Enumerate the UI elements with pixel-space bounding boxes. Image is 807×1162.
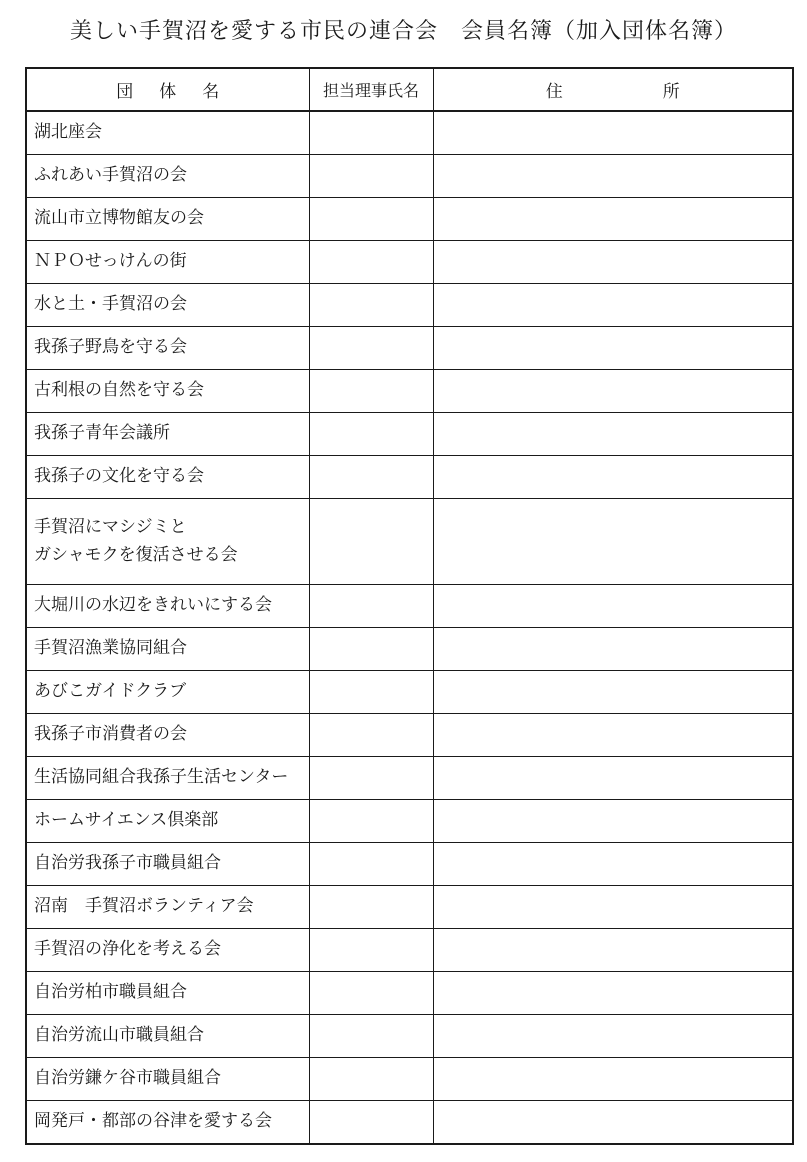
representative-cell <box>309 155 433 198</box>
organization-name: ふれあい手賀沼の会 <box>34 165 187 186</box>
table-row <box>26 241 793 284</box>
address-cell <box>433 413 793 456</box>
organization-name-cell <box>26 757 309 800</box>
organization-name: 手賀沼にマシジミと <box>34 517 187 538</box>
organization-name-cell <box>26 241 309 284</box>
representative-cell <box>309 111 433 155</box>
organization-name-cell <box>26 370 309 413</box>
representative-cell <box>309 972 433 1015</box>
table-row <box>26 111 793 155</box>
table-row <box>26 757 793 800</box>
table-row <box>26 327 793 370</box>
header-address: 住所 <box>433 68 793 111</box>
member-roster-table <box>25 67 794 1145</box>
table-row <box>26 155 793 198</box>
organization-name-cell <box>26 929 309 972</box>
address-cell <box>433 757 793 800</box>
organization-name-cell <box>26 585 309 628</box>
table-row <box>26 413 793 456</box>
representative-cell <box>309 413 433 456</box>
table-row <box>26 499 793 585</box>
address-cell <box>433 241 793 284</box>
organization-name: 生活協同組合我孫子生活センター <box>34 767 289 788</box>
organization-name: 我孫子の文化を守る会 <box>34 466 204 487</box>
table-row <box>26 1015 793 1058</box>
address-cell <box>433 155 793 198</box>
representative-cell <box>309 800 433 843</box>
address-cell <box>433 1101 793 1145</box>
organization-name: 岡発戸・都部の谷津を愛する会 <box>34 1111 272 1132</box>
address-cell <box>433 1058 793 1101</box>
organization-name: 流山市立博物館友の会 <box>34 208 204 229</box>
representative-cell <box>309 1015 433 1058</box>
organization-name: 自治労柏市職員組合 <box>34 982 187 1003</box>
organization-name: 手賀沼漁業協同組合 <box>34 638 187 659</box>
address-cell <box>433 972 793 1015</box>
representative-cell <box>309 843 433 886</box>
table-row <box>26 1058 793 1101</box>
document-title: 美しい手賀沼を愛する市民の連合会 会員名簿（加入団体名簿） <box>69 19 737 44</box>
address-cell <box>433 585 793 628</box>
organization-name: 我孫子野鳥を守る会 <box>34 337 187 358</box>
organization-name-cell <box>26 499 309 585</box>
address-cell <box>433 628 793 671</box>
address-cell <box>433 886 793 929</box>
organization-name: 水と土・手賀沼の会 <box>34 294 187 315</box>
organization-name: あびこガイドクラブ <box>34 681 187 702</box>
table-row <box>26 198 793 241</box>
table-row <box>26 1101 793 1145</box>
organization-name: 古利根の自然を守る会 <box>34 380 204 401</box>
organization-name-cell <box>26 155 309 198</box>
table-row <box>26 628 793 671</box>
table-body <box>26 111 793 1144</box>
organization-name-cell <box>26 1101 309 1145</box>
organization-name: 湖北座会 <box>34 122 102 143</box>
organization-name: 手賀沼の浄化を考える会 <box>34 939 221 960</box>
organization-name-cell <box>26 413 309 456</box>
organization-name-cell <box>26 886 309 929</box>
organization-name: 我孫子青年会議所 <box>34 423 170 444</box>
table-row <box>26 843 793 886</box>
representative-cell <box>309 757 433 800</box>
organization-name: ＮＰＯせっけんの街 <box>34 251 187 272</box>
representative-cell <box>309 198 433 241</box>
address-cell <box>433 499 793 585</box>
representative-cell <box>309 499 433 585</box>
address-cell <box>433 370 793 413</box>
representative-cell <box>309 1101 433 1145</box>
organization-name-cell <box>26 843 309 886</box>
organization-name-cell <box>26 800 309 843</box>
table-row <box>26 585 793 628</box>
representative-cell <box>309 628 433 671</box>
representative-cell <box>309 284 433 327</box>
address-cell <box>433 843 793 886</box>
representative-cell <box>309 585 433 628</box>
address-cell <box>433 456 793 499</box>
header-organization-name: 団体名 <box>26 68 309 111</box>
organization-name-cell <box>26 972 309 1015</box>
table-row <box>26 800 793 843</box>
table-header-row <box>26 68 793 111</box>
organization-name-cell <box>26 1015 309 1058</box>
table-row <box>26 714 793 757</box>
representative-cell <box>309 327 433 370</box>
address-cell <box>433 284 793 327</box>
organization-name-cell <box>26 327 309 370</box>
address-cell <box>433 327 793 370</box>
address-cell <box>433 111 793 155</box>
organization-name-cell <box>26 456 309 499</box>
table-row <box>26 370 793 413</box>
table-row <box>26 284 793 327</box>
representative-cell <box>309 714 433 757</box>
organization-name: 自治労我孫子市職員組合 <box>34 853 221 874</box>
address-cell <box>433 800 793 843</box>
organization-name-cell <box>26 284 309 327</box>
organization-name-cell <box>26 198 309 241</box>
organization-name-cell <box>26 628 309 671</box>
organization-name: 自治労鎌ケ谷市職員組合 <box>34 1068 221 1089</box>
representative-cell <box>309 241 433 284</box>
address-cell <box>433 929 793 972</box>
representative-cell <box>309 886 433 929</box>
table-row <box>26 929 793 972</box>
organization-name-line2: ガシャモクを復活させる会 <box>34 544 238 565</box>
address-cell <box>433 1015 793 1058</box>
organization-name: 我孫子市消費者の会 <box>34 724 187 745</box>
representative-cell <box>309 370 433 413</box>
table-row <box>26 972 793 1015</box>
address-cell <box>433 198 793 241</box>
organization-name: 自治労流山市職員組合 <box>34 1025 204 1046</box>
address-cell <box>433 671 793 714</box>
organization-name-cell <box>26 671 309 714</box>
representative-cell <box>309 671 433 714</box>
header-representative: 担当理事氏名 <box>309 68 433 111</box>
organization-name: 沼南 手賀沼ボランティア会 <box>34 896 254 917</box>
table-row <box>26 456 793 499</box>
address-cell <box>433 714 793 757</box>
representative-cell <box>309 929 433 972</box>
organization-name-cell <box>26 1058 309 1101</box>
representative-cell <box>309 456 433 499</box>
organization-name: 大堀川の水辺をきれいにする会 <box>34 595 272 616</box>
organization-name-cell <box>26 714 309 757</box>
organization-name: ホームサイエンス倶楽部 <box>34 810 219 831</box>
table-row <box>26 886 793 929</box>
representative-cell <box>309 1058 433 1101</box>
organization-name-cell <box>26 111 309 155</box>
table-row <box>26 671 793 714</box>
